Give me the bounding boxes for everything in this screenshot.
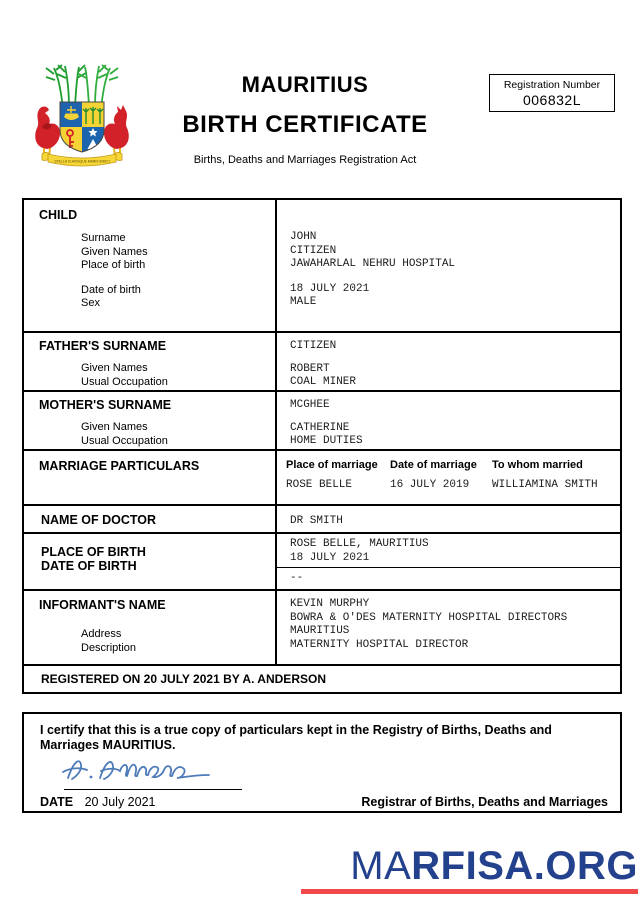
date-group (40, 795, 155, 809)
date-of-birth-section-label: DATE OF BIRTH (41, 559, 137, 573)
logo-underline (301, 889, 638, 894)
mother-surname-value: MCGHEE (290, 399, 330, 411)
informant-section-label: INFORMANT'S NAME (39, 598, 166, 612)
father-given-names-value: ROBERT (290, 362, 330, 375)
country-title: MAURITIUS (241, 72, 369, 97)
date-label: DATE (40, 795, 74, 809)
marriage-values-cell (277, 451, 620, 504)
mother-section-label: MOTHER'S SURNAME (39, 398, 172, 412)
child-date-of-birth-value: 18 JULY 2021 (290, 282, 370, 295)
child-values-cell (277, 200, 620, 331)
mother-values-cell (277, 392, 620, 449)
informant-address-label: Address (81, 628, 122, 640)
logo-text-bold: RFISA.ORG (411, 844, 638, 888)
birth-date-value: 18 JULY 2021 (290, 551, 370, 564)
place-of-birth-label: Place of birth (81, 259, 146, 271)
child-given-names-value: CITIZEN (290, 244, 337, 257)
child-surname-value: JOHN (290, 231, 317, 243)
mother-given-names-label: Given Names (81, 421, 148, 433)
child-row (24, 200, 620, 333)
registered-text: REGISTERED ON 20 JULY 2021 BY A. ANDERSON (41, 672, 326, 686)
child-place-of-birth-value: JAWAHARLAL NEHRU HOSPITAL (290, 258, 456, 270)
date-of-marriage-value: 16 JULY 2019 (390, 479, 470, 491)
doctor-label-cell (24, 506, 277, 532)
doctor-section-label: NAME OF DOCTOR (41, 513, 157, 527)
registrar-title: Registrar of Births, Deaths and Marriages (361, 795, 608, 809)
doctor-value-cell (277, 506, 620, 532)
informant-labels-cell (24, 591, 277, 664)
birth-labels-cell (24, 534, 277, 589)
informant-name-value: KEVIN MURPHY (290, 598, 370, 610)
informant-description-label: Description (81, 641, 137, 654)
birth-extra-value: -- (290, 572, 304, 584)
mother-row (24, 392, 620, 451)
informant-address-value: MAURITIUS (290, 625, 350, 637)
registrar-signature (60, 752, 230, 786)
marriage-section-label: MARRIAGE PARTICULARS (39, 459, 200, 473)
father-occupation-value: COAL MINER (290, 376, 357, 388)
child-labels-cell (24, 200, 277, 331)
to-whom-married-label: To whom married (492, 459, 583, 471)
registration-number-box (489, 74, 615, 112)
informant-row (24, 591, 620, 666)
date-value: 20 July 2021 (84, 795, 156, 809)
mauritius-coat-of-arms (32, 64, 132, 172)
marriage-labels-cell (24, 451, 277, 504)
surname-label: Surname (81, 232, 126, 244)
birth-row (24, 534, 620, 591)
given-names-label: Given Names (81, 245, 148, 258)
motto-scroll (42, 152, 122, 166)
document-title: BIRTH CERTIFICATE (182, 111, 428, 138)
deer-supporter (104, 105, 129, 158)
doctor-row (24, 506, 620, 534)
father-section-label: FATHER'S SURNAME (39, 339, 167, 353)
date-of-marriage-label: Date of marriage (390, 459, 477, 471)
father-surname-value: CITIZEN (290, 340, 337, 352)
date-of-birth-label: Date of birth (81, 283, 141, 296)
document-header (150, 72, 460, 166)
to-whom-married-value: WILLIAMINA SMITH (492, 479, 598, 491)
informant-organisation-value: BOWRA & O'DES MATERNITY HOSPITAL DIRECTORS (290, 611, 568, 624)
signature-underline (64, 789, 242, 790)
place-of-marriage-label: Place of marriage (286, 459, 378, 471)
place-of-marriage-value: ROSE BELLE (286, 479, 353, 491)
doctor-name-value: DR SMITH (290, 515, 343, 527)
dodo-supporter (35, 106, 60, 158)
father-given-names-label: Given Names (81, 362, 148, 374)
informant-description-value: MATERNITY HOSPITAL DIRECTOR (290, 638, 469, 651)
mother-given-names-value: CATHERINE (290, 421, 350, 434)
child-section-label: CHILD (39, 208, 78, 222)
child-sex-value: MALE (290, 296, 317, 308)
palm-trees-emblem (83, 107, 103, 124)
place-of-birth-section-label: PLACE OF BIRTH (41, 545, 146, 559)
certification-box (22, 712, 622, 813)
registration-number-label: Registration Number (503, 79, 601, 91)
informant-values-cell (277, 591, 620, 664)
mother-occupation-label: Usual Occupation (81, 434, 168, 447)
coat-of-arms-icon (32, 64, 132, 172)
certification-text: I certify that this is a true copy of particulars kept in the Registry of Births, Deaths and Marriages MAURITIUS. (40, 723, 552, 752)
logo-text-light: MA (350, 844, 412, 888)
father-labels-cell (24, 333, 277, 390)
certificate-table (22, 198, 622, 694)
father-row (24, 333, 620, 392)
father-occupation-label: Usual Occupation (81, 375, 168, 388)
act-subtitle: Births, Deaths and Marriages Registration Act (193, 154, 417, 166)
registration-number-value: 006832L (522, 92, 581, 108)
marriage-row (24, 451, 620, 506)
motto-text: STELLA CLAVISQUE MARIS INDICI (54, 159, 110, 164)
birth-values-cell (277, 534, 620, 589)
mother-labels-cell (24, 392, 277, 449)
registered-row (24, 666, 620, 692)
sex-label: Sex (81, 297, 100, 309)
father-values-cell (277, 333, 620, 390)
marfisa-logo (300, 845, 638, 887)
birth-place-value: ROSE BELLE, MAURITIUS (290, 538, 429, 550)
mother-occupation-value: HOME DUTIES (290, 435, 363, 447)
